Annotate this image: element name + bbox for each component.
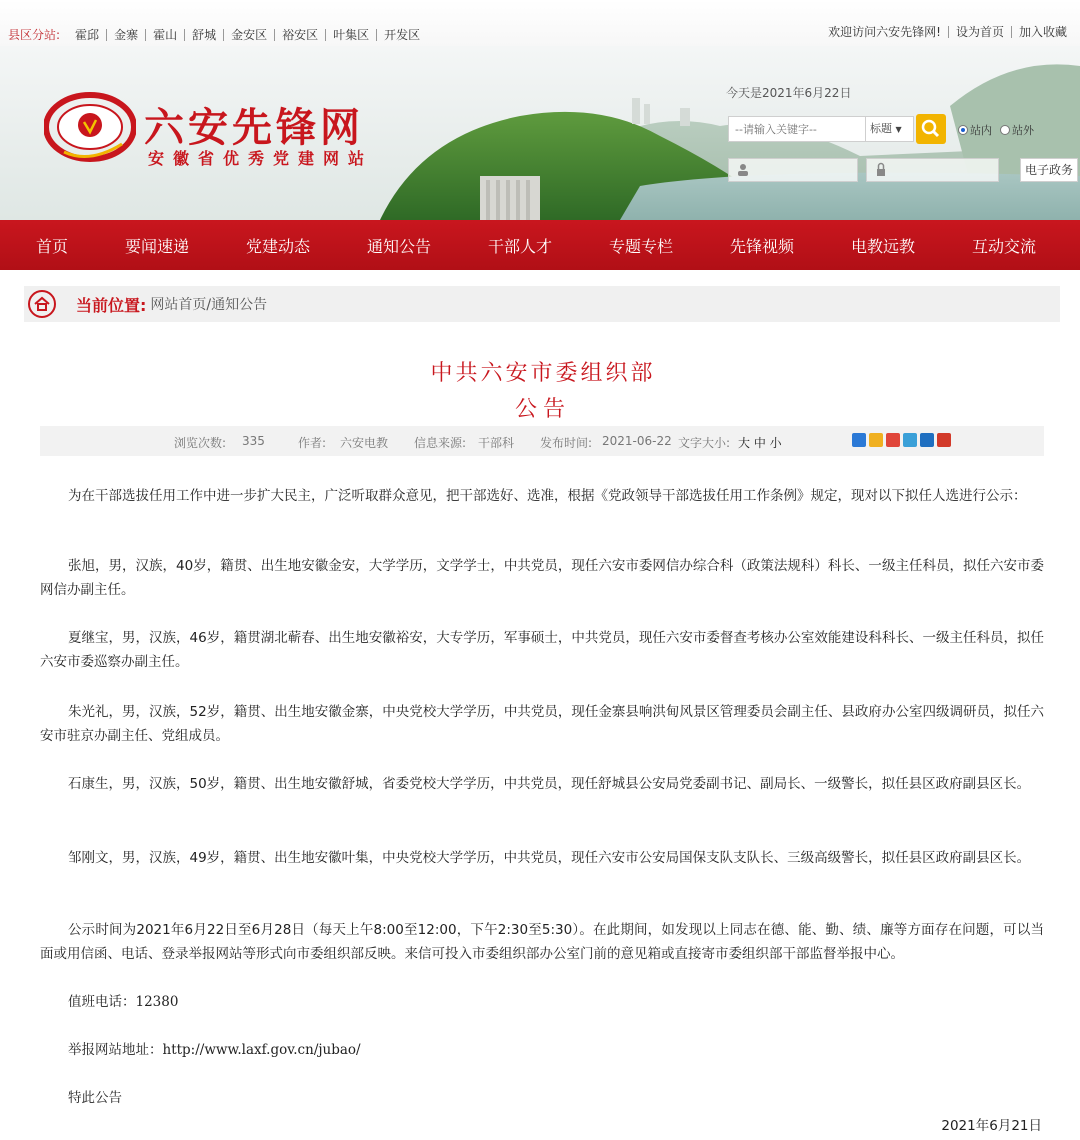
share-icons: [852, 433, 951, 447]
author-label: 作者:: [298, 436, 327, 450]
closing-text: 特此公告: [68, 1090, 122, 1106]
breadcrumb-label: 当前位置:: [76, 295, 147, 315]
source-label: 信息来源:: [414, 436, 467, 450]
search-scope-select[interactable]: [866, 116, 914, 142]
county-link-huoshan[interactable]: 霍山: [145, 29, 184, 41]
share-tencent-icon[interactable]: [903, 433, 917, 447]
article-subtitle: 公告: [514, 397, 571, 422]
paragraph-candidate-2: 夏继宝，男，汉族，46岁，籍贯湖北蕲春、出生地安徽裕安，大专学历，军事硕士，中共党员，现任六安市委督查考核办公室效能建设科科长、一级主任科员，拟任六安市委巡察办副主任。: [40, 630, 1044, 670]
chevron-down-icon: ▼: [895, 125, 902, 134]
nav-education[interactable]: 电教远教: [850, 236, 915, 256]
county-link-huoqiu[interactable]: 霍邱: [75, 27, 100, 42]
sign-date: 2021年6月21日: [941, 1118, 1042, 1134]
home-icon[interactable]: [24, 286, 60, 322]
main-nav: [0, 220, 1080, 270]
report-url-text[interactable]: 举报网站地址：http://www.laxf.gov.cn/jubao/: [68, 1042, 361, 1058]
search-icon: [916, 114, 946, 144]
county-links: [8, 26, 427, 43]
county-link-shucheng[interactable]: 舒城: [184, 29, 223, 41]
nav-party-building[interactable]: 党建动态: [245, 236, 310, 256]
site-name: 六安先锋网: [144, 104, 364, 151]
site-slogan: 安徽省优秀党建网站: [148, 149, 374, 168]
font-size-label: 文字大小:: [678, 436, 731, 450]
breadcrumb: [24, 286, 1060, 322]
article-title: 中共六安市委组织部: [430, 361, 656, 386]
set-homepage-link[interactable]: 设为首页: [948, 26, 1011, 38]
breadcrumb-path[interactable]: 网站首页/通知公告: [150, 297, 268, 313]
radio-unchecked-icon: [1000, 125, 1010, 135]
lock-icon: [871, 159, 895, 181]
time-label: 发布时间:: [540, 436, 593, 450]
search-scope-value: 标题: [870, 122, 892, 135]
paragraph-candidate-4: 石康生，男，汉族，50岁，籍贯、出生地安徽舒城，省委党校大学学历，中共党员，现任舒城县公安局党委副书记、副局长、一级警长，拟任县区政府副县区长。: [68, 776, 1031, 792]
radio-site-internal[interactable]: 站内: [958, 122, 992, 138]
share-weibo-icon[interactable]: [886, 433, 900, 447]
user-icon: [733, 159, 757, 181]
nav-topics[interactable]: 专题专栏: [608, 236, 673, 256]
paragraph-candidate-1: 张旭，男，汉族，40岁，籍贯、出生地安徽金安，大学学历，文学学士，中共党员，现任六安市委网信办综合科（政策法规科）科长、一级主任科员，拟任六安市委网信办副主任。: [40, 558, 1044, 598]
font-size-options[interactable]: 大 中 小: [738, 436, 782, 450]
add-favorite-link[interactable]: 加入收藏: [1011, 26, 1074, 38]
top-links: [821, 26, 1074, 38]
paragraph-intro: 为在干部选拔任用工作中进一步扩大民主，广泛听取群众意见，把干部选好、选准，根据《党政领导干部选拔任用工作条例》规定，现对以下拟任人选进行公示：: [68, 488, 1027, 504]
paragraph-candidate-5: 邹刚文，男，汉族，49岁，籍贯、出生地安徽叶集，中央党校大学学历，中共党员，现任六安市公安局国保支队支队长、三级高级警长，拟任县区政府副县区长。: [68, 850, 1031, 866]
source-value: 干部科: [478, 436, 515, 450]
welcome-text: 欢迎访问六安先锋网!: [828, 25, 941, 39]
views-label: 浏览次数:: [174, 436, 227, 450]
header-banner: [0, 46, 1080, 220]
egov-button[interactable]: 电子政务: [1020, 158, 1078, 182]
password-field[interactable]: [866, 158, 999, 182]
nav-home[interactable]: 首页: [35, 236, 68, 256]
paragraph-publicity-period: 公示时间为2021年6月22日至6月28日（每天上午8:00至12:00，下午2:30至5:30）。在此期间，如发现以上同志在德、能、勤、绩、廉等方面存在问题，可以当面或用信函、电话、登录举报网站等形式向市委组织部反映。来信可投入市委组织部办公室门前的意见箱或直接寄市委组织部干部监督举报中心。: [40, 922, 1044, 962]
share-renren-icon[interactable]: [920, 433, 934, 447]
share-qzone-icon[interactable]: [869, 433, 883, 447]
nav-interaction[interactable]: 互动交流: [971, 236, 1036, 256]
search-input[interactable]: [728, 116, 866, 142]
top-bar: [0, 0, 1080, 46]
username-field[interactable]: [728, 158, 858, 182]
hotline-text: 值班电话：12380: [68, 994, 179, 1010]
logo-emblem-icon: [44, 92, 136, 162]
views-count: 335: [242, 434, 265, 448]
article-meta-bar: [40, 426, 1044, 456]
nav-news[interactable]: 要闻速递: [124, 236, 189, 256]
paragraph-candidate-3: 朱光礼，男，汉族，52岁，籍贯、出生地安徽金寨，中央党校大学学历，中共党员，现任金寨县响洪甸风景区管理委员会副主任、县政府办公室四级调研员，拟任六安市驻京办副主任、党组成员。: [40, 704, 1044, 744]
author-value: 六安电教: [340, 436, 389, 450]
county-link-jinan[interactable]: 金安区: [223, 29, 274, 41]
share-kaixin-icon[interactable]: [937, 433, 951, 447]
search-range-radios: [958, 122, 1034, 138]
nav-notices[interactable]: 通知公告: [366, 236, 431, 256]
county-link-kaifaqu[interactable]: 开发区: [376, 29, 427, 41]
share-plus-icon[interactable]: [852, 433, 866, 447]
county-link-jinzhai[interactable]: 金寨: [106, 29, 145, 41]
radio-site-external[interactable]: 站外: [1000, 122, 1034, 138]
nav-videos[interactable]: 先锋视频: [729, 236, 794, 256]
nav-cadres[interactable]: 干部人才: [487, 236, 552, 256]
county-link-yuan[interactable]: 裕安区: [274, 29, 325, 41]
county-link-yeji[interactable]: 叶集区: [325, 29, 376, 41]
publish-time: 2021-06-22: [602, 434, 672, 448]
radio-checked-icon: [958, 125, 968, 135]
search-button[interactable]: [916, 114, 946, 144]
current-date: 今天是2021年6月22日: [726, 86, 852, 100]
county-label: 县区分站:: [8, 28, 61, 42]
